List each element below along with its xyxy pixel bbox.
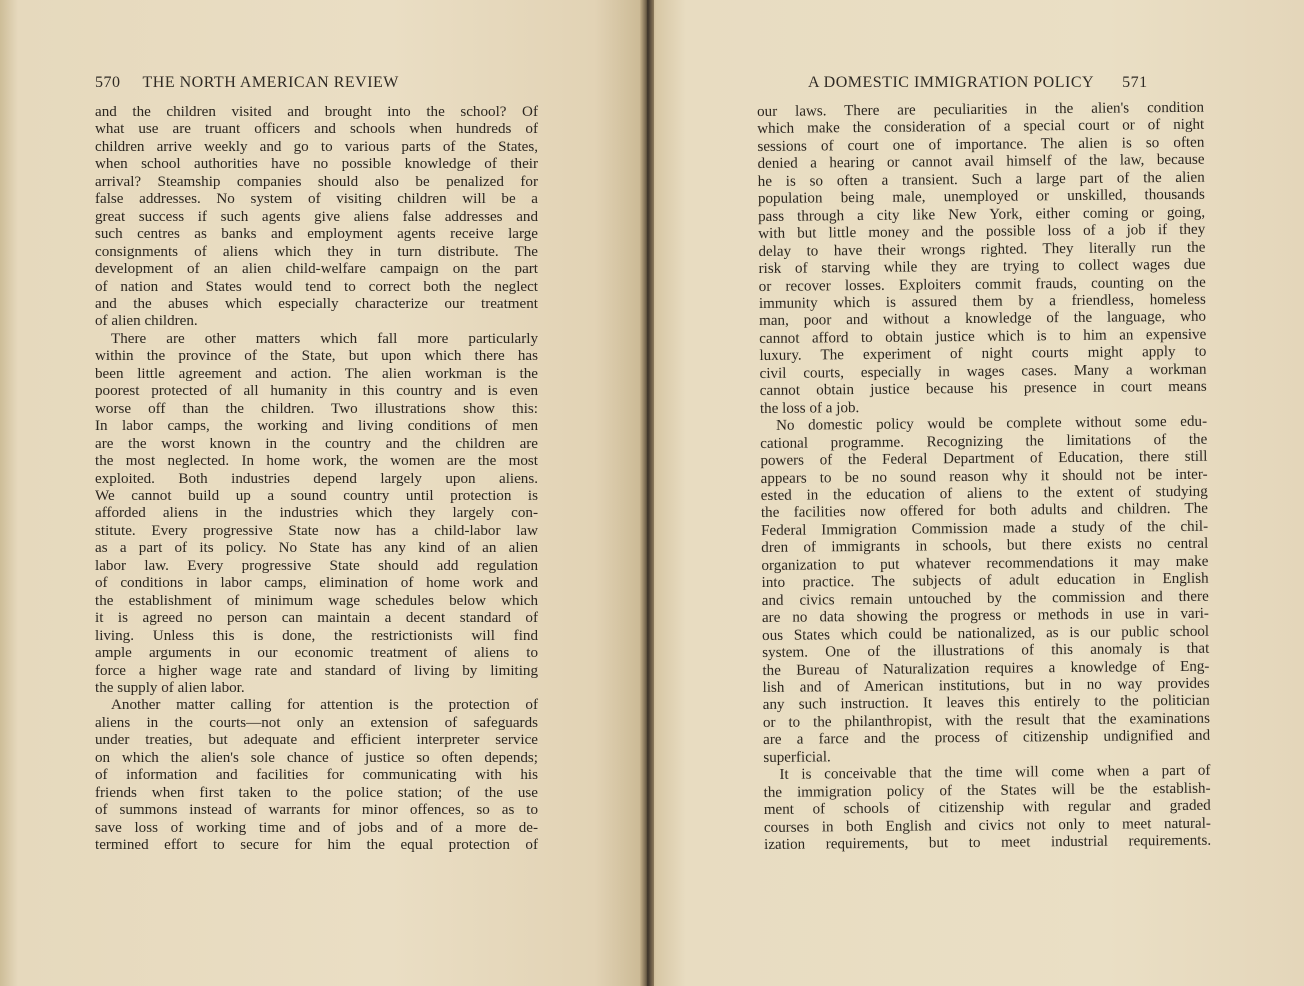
text-line: Federal Immigration Commission made a study of the chil- <box>761 518 1209 539</box>
text-line: It is conceivable that the time will come when a part of <box>779 762 1211 784</box>
left-text-column <box>95 104 538 854</box>
text-line: development of an alien child-welfare campaign on the part <box>95 261 538 278</box>
text-line: the supply of alien labor. <box>95 679 245 696</box>
text-line: under treaties, but adequate and efficient interpreter service <box>95 732 538 749</box>
text-line: powers of the Federal Department of Education, there still <box>760 448 1208 470</box>
text-line: exploited. Both industries depend largely upon aliens. <box>95 470 538 487</box>
text-line: the facilities now offered for both adults and children. The <box>760 501 1208 522</box>
text-line: are no data showing the progress or methods in use in vari- <box>761 605 1209 627</box>
text-line: ment of schools of citizenship with regular and graded <box>763 797 1211 819</box>
text-line: poorest protected of all humanity in this country and is even <box>95 383 538 400</box>
text-line: cannot afford to obtain justice which is to him an expensive <box>759 326 1207 347</box>
text-line: it is agreed no person can maintain a decent standard of <box>95 610 538 627</box>
text-line: cational programme. Recognizing the limitations of the <box>760 431 1208 452</box>
text-line: risk of starving while they are trying to collect wages due <box>758 256 1206 278</box>
text-line: the Bureau of Naturalization requires a knowledge of Eng- <box>762 658 1210 679</box>
text-line: We cannot build up a sound country until protection is <box>95 487 538 504</box>
text-line: aliens in the courts—not only an extension of safeguards <box>95 714 538 731</box>
text-line: or recover losses. Exploiters commit frauds, counting on the <box>758 274 1206 295</box>
text-line: ization requirements, but to meet industrial requirements. <box>764 832 1212 853</box>
text-line: afforded aliens in the industries which they largely con- <box>95 505 538 522</box>
text-line: great success if such agents give aliens false addresses and <box>95 208 538 225</box>
text-line: are the worst known in the country and the children are <box>95 435 538 452</box>
text-line: within the province of the State, but upon which there has <box>95 348 538 365</box>
text-line: he is so often a transient. Such a large part of the alien <box>757 169 1205 190</box>
text-line: of information and facilities for communicating with his <box>95 767 538 784</box>
text-line: ample arguments in our economic treatment of aliens to <box>95 645 538 662</box>
text-line: dren of immigrants in schools, but there exists no central <box>761 536 1209 557</box>
text-line: denied a hearing or cannot avail himself of the law, because <box>757 152 1205 173</box>
text-line: of alien children. <box>95 313 198 330</box>
text-line: organization to put whatever recommendations it may make <box>761 553 1209 574</box>
text-line: superficial. <box>763 749 831 766</box>
text-line: In labor camps, the working and living conditions of men <box>95 418 538 435</box>
text-line: labor law. Every progressive State should add regulation <box>95 557 538 574</box>
text-line: such centres as banks and employment agents receive large <box>95 226 538 243</box>
text-line: our laws. There are peculiarities in the alien's condition <box>757 99 1205 120</box>
text-line: worse off than the children. Two illustrations show this: <box>95 400 538 417</box>
text-line: appears to be no sound reason why it should not be inter- <box>760 466 1208 487</box>
text-line: There are other matters which fall more particularly <box>111 330 538 347</box>
text-line: Another matter calling for attention is the protection of <box>111 697 538 714</box>
text-line: consignments of aliens which they in turn distribute. The <box>95 243 538 260</box>
left-page-number: 570 <box>95 74 121 91</box>
text-line: of conditions in labor camps, elimination of home work and <box>95 575 538 592</box>
text-line: what use are truant officers and schools when hundreds of <box>95 121 538 138</box>
text-line: the establishment of minimum wage schedules below which <box>95 592 538 609</box>
text-line: ous States which could be nationalized, as is our public school <box>762 623 1210 644</box>
text-line: ested in the education of aliens to the extent of studying <box>760 483 1208 504</box>
text-line: the immigration policy of the States will be the establish- <box>763 780 1211 801</box>
right-text-column <box>757 100 1211 855</box>
text-line: system. One of the illustrations of this anomaly is that <box>762 640 1210 662</box>
book-gutter <box>640 0 654 986</box>
text-line: the most neglected. In home work, the women are the most <box>95 453 538 470</box>
text-line: when school authorities have no possible knowledge of their <box>95 156 538 173</box>
text-line: courses in both English and civics not only to meet natural- <box>763 815 1212 836</box>
text-line: termined effort to secure for him the equal protection of <box>95 837 538 854</box>
text-line: friends when first taken to the police station; of the use <box>95 784 538 801</box>
text-line: delay to have their wrongs righted. They literally run the <box>758 239 1206 260</box>
text-line: living. Unless this is done, the restrictionists will find <box>95 627 538 644</box>
text-line: which make the consideration of a special court or of night <box>757 117 1205 138</box>
text-line: any such instruction. It leaves this entirely to the politician <box>762 693 1210 714</box>
text-line: false addresses. No system of visiting children will be a <box>95 191 538 208</box>
text-line: lish and of American institutions, but in no way provides <box>762 675 1210 696</box>
text-line: on which the alien's sole chance of justice so often depends; <box>95 749 538 766</box>
text-line: of summons instead of warrants for minor offences, so as to <box>95 802 538 819</box>
text-line: civil courts, especially in wages cases. Many a workman <box>759 361 1207 382</box>
text-line: as a part of its policy. No State has any kind of an alien <box>95 540 538 557</box>
text-line: force a higher wage rate and standard of living by limiting <box>95 662 538 679</box>
text-line: or to the philanthropist, with the result that the examinations <box>762 710 1210 731</box>
text-line: and the abuses which especially characterize our treatment <box>95 295 538 312</box>
text-line: with but little money and the possible loss of a job if they <box>758 221 1206 243</box>
text-line: man, poor and without a knowledge of the language, who <box>759 309 1207 330</box>
right-running-title: A DOMESTIC IMMIGRATION POLICY <box>808 74 1095 91</box>
text-line: No domestic policy would be complete without some edu- <box>776 413 1208 434</box>
text-line: of nation and States would tend to correct both the neglect <box>95 278 538 295</box>
text-line: arrival? Steamship companies should also be penalized for <box>95 173 538 190</box>
text-line: children arrive weekly and go to various parts of the States, <box>95 138 538 155</box>
right-running-head <box>808 74 1196 92</box>
text-line: luxury. The experiment of night courts might apply to <box>759 344 1207 365</box>
text-line: the loss of a job. <box>759 399 860 417</box>
text-line: population being male, unemployed or unskilled, thousands <box>757 186 1205 208</box>
text-line: and civics remain untouched by the commission and there <box>761 588 1209 609</box>
text-line: been little agreement and action. The alien workman is the <box>95 365 538 382</box>
text-line: into practice. The subjects of adult education in English <box>761 570 1209 592</box>
text-line: cannot obtain justice because his presence in court means <box>759 378 1207 400</box>
text-line: pass through a city like New York, either coming or going, <box>758 204 1206 225</box>
right-page-number: 571 <box>1122 74 1148 91</box>
text-line: stitute. Every progressive State now has a child-labor law <box>95 522 538 539</box>
left-running-head <box>95 74 540 92</box>
text-line: and the children visited and brought into the school? Of <box>95 104 538 120</box>
text-line: are a farce and the process of citizenship undignified and <box>763 727 1211 749</box>
text-line: sessions of court one of importance. The alien is so often <box>757 134 1205 155</box>
text-line: immunity which is assured them by a friendless, homeless <box>758 291 1206 312</box>
text-line: save loss of working time and of jobs and of a more de- <box>95 819 538 836</box>
left-running-title: THE NORTH AMERICAN REVIEW <box>142 74 399 91</box>
